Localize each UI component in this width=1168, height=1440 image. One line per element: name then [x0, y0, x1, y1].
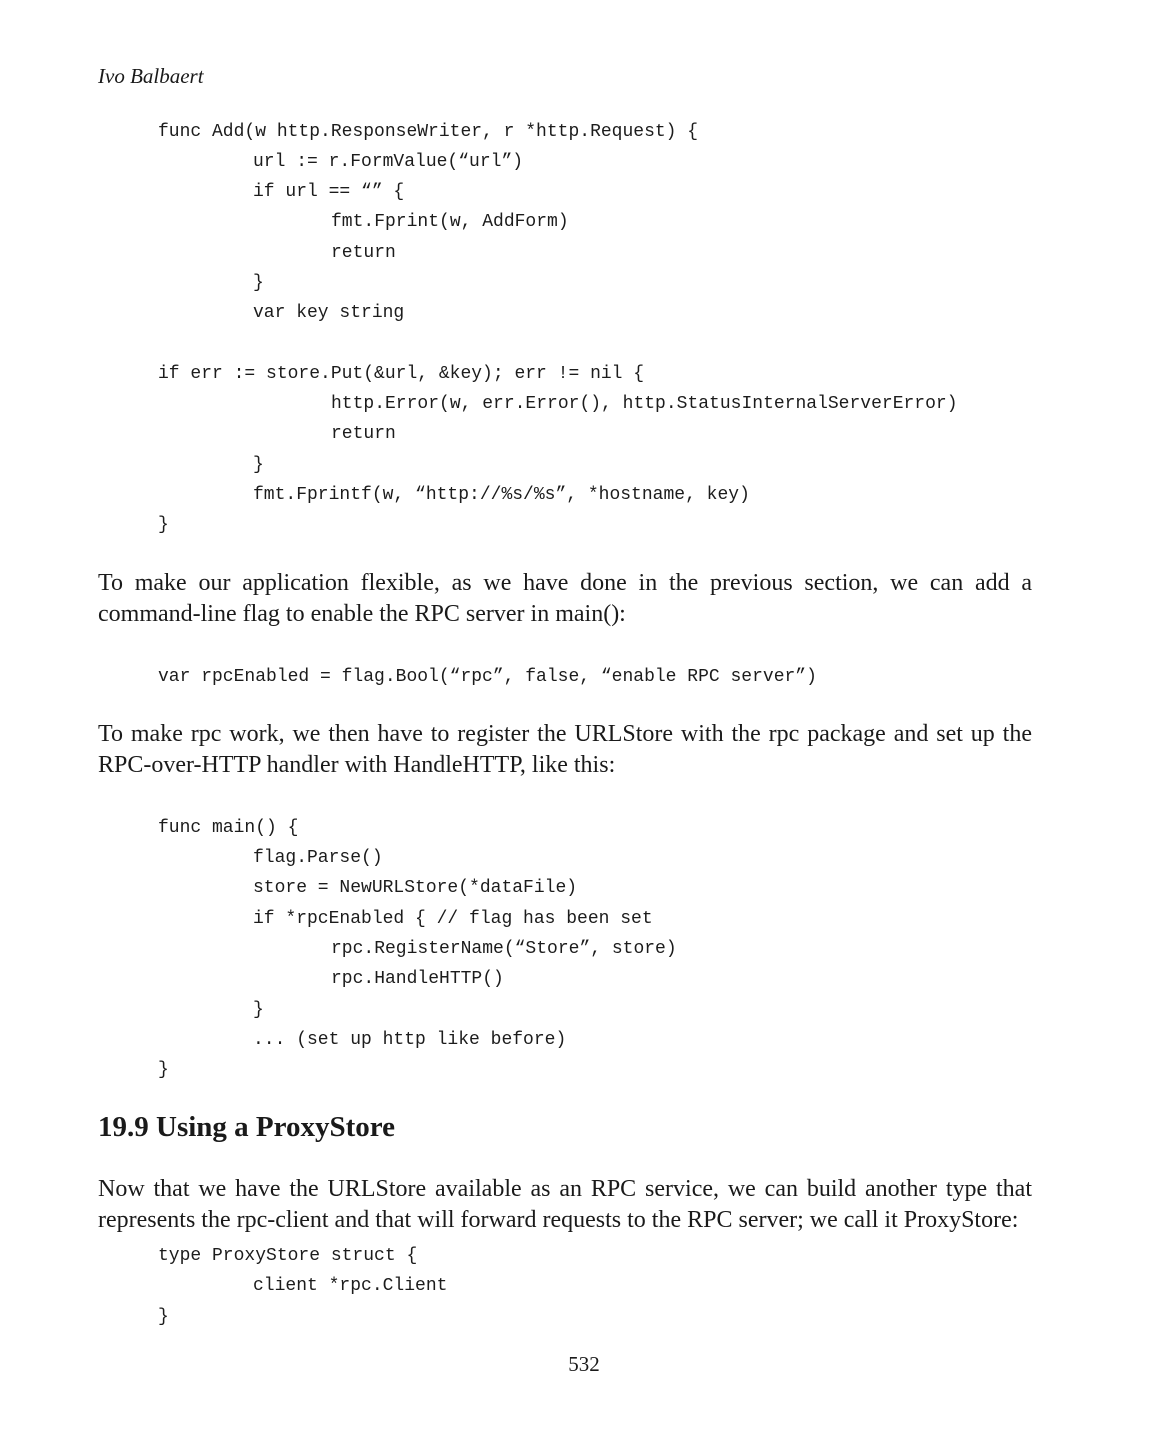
code-line: }	[158, 515, 169, 535]
running-head-author: Ivo Balbaert	[98, 64, 204, 88]
code-line: rpc.RegisterName(“Store”, store)	[331, 939, 677, 959]
code-line: }	[253, 273, 264, 293]
code-line: }	[158, 1307, 169, 1327]
code-line: fmt.Fprint(w, AddForm)	[331, 212, 569, 232]
section-heading: 19.9 Using a ProxyStore	[98, 1111, 395, 1143]
code-line: if err := store.Put(&url, &key); err != nil {	[158, 364, 645, 384]
code-line: http.Error(w, err.Error(), http.StatusInternalServerError)	[331, 394, 958, 414]
paragraph-proxystore-intro: Now that we have the URLStore available as an RPC service, we can build another type that represents the rpc-client and that will forward requests to the RPC server; we call it ProxyStore:	[98, 1176, 1032, 1233]
code-line: func main() {	[158, 818, 299, 838]
code-line: store = NewURLStore(*dataFile)	[253, 878, 578, 898]
code-line: }	[158, 1060, 169, 1080]
paragraph-rpc-register: To make rpc work, we then have to register the URLStore with the rpc package and set up the RPC-over-HTTP handler with HandleHTTP, like this:	[98, 721, 1032, 778]
code-line: client *rpc.Client	[253, 1276, 448, 1296]
code-line: func Add(w http.ResponseWriter, r *http.Request) {	[158, 122, 699, 142]
code-line: if url == “” {	[253, 182, 405, 202]
paragraph-flag-intro: To make our application flexible, as we have done in the previous section, we can add a command-line flag to enable the RPC server in main():	[98, 570, 1032, 627]
code-line: var rpcEnabled = flag.Bool(“rpc”, false, “enable RPC server”)	[158, 667, 817, 687]
code-line: ... (set up http like before)	[253, 1030, 567, 1050]
code-line: }	[253, 1000, 264, 1020]
code-line: flag.Parse()	[253, 848, 383, 868]
page-number: 532	[568, 1352, 600, 1376]
code-line: return	[331, 243, 396, 263]
code-line: }	[253, 455, 264, 475]
code-line: url := r.FormValue(“url”)	[253, 152, 524, 172]
code-line: var key string	[253, 303, 405, 323]
code-line: type ProxyStore struct {	[158, 1246, 418, 1266]
code-line: fmt.Fprintf(w, “http://%s/%s”, *hostname, key)	[253, 485, 750, 505]
code-line: return	[331, 424, 396, 444]
code-line: rpc.HandleHTTP()	[331, 969, 504, 989]
code-line: if *rpcEnabled { // flag has been set	[253, 909, 653, 929]
